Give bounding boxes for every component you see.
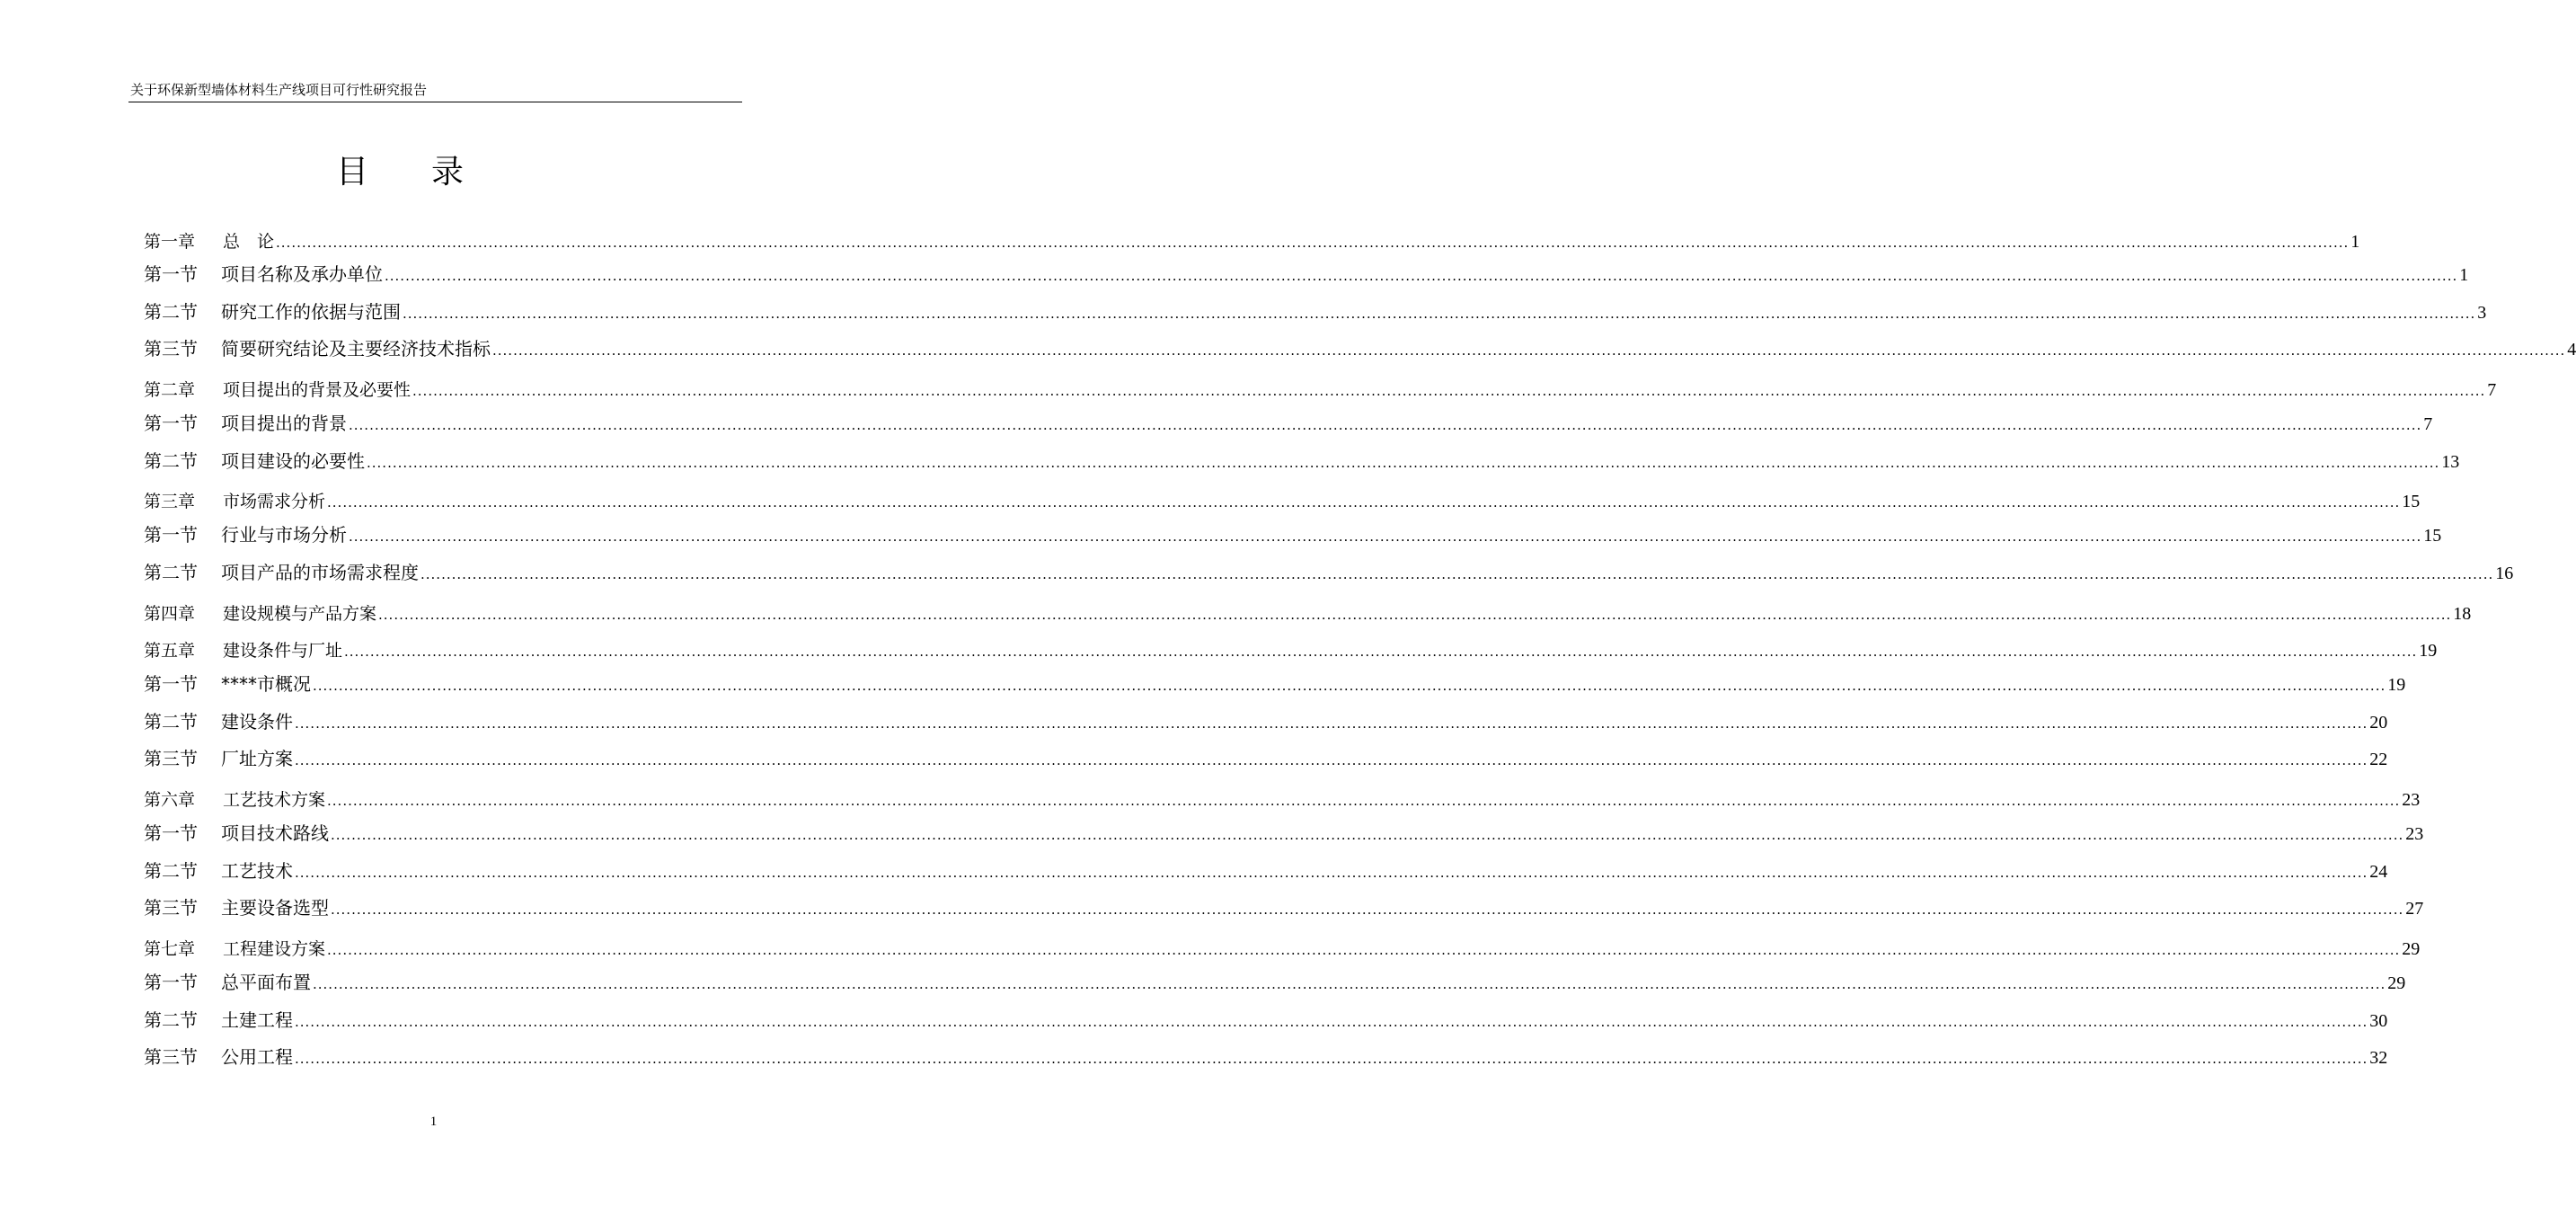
toc-dot-leader: ................................................................................................................................................................................................................................................................................................................................................................................................................: [344, 644, 2418, 660]
toc-entry-number: 第三节: [144, 1046, 198, 1068]
toc-entry-page: 7: [2487, 380, 2497, 400]
toc-entry-number: 第一节: [144, 972, 198, 993]
toc-entry-number: 第一节: [144, 524, 198, 546]
toc-entry-number: 第一节: [144, 822, 198, 844]
toc-entry-number: 第七章: [144, 939, 196, 959]
toc-entry-title: 研究工作的依据与范围: [221, 301, 401, 323]
toc-entry-title: 项目技术路线: [221, 822, 329, 844]
toc-entry-page: 19: [2387, 675, 2406, 695]
toc-title: 目录: [335, 154, 527, 191]
toc-entry-number: 第二章: [144, 380, 196, 400]
toc-entry-page: 32: [2369, 1048, 2388, 1068]
toc-entry-label: [144, 377, 411, 404]
toc-entry[interactable]: [144, 335, 2576, 362]
toc-entry[interactable]: [144, 820, 2424, 847]
toc-entry[interactable]: [144, 894, 2424, 921]
toc-entry-page: 13: [2441, 452, 2460, 472]
toc-dot-leader: ................................................................................................................................................................................................................................................................................................................................................................................................................: [295, 865, 2368, 881]
toc-entry-number: 第一节: [144, 263, 198, 285]
toc-entry-label: [144, 335, 491, 362]
toc-entry[interactable]: [144, 410, 2433, 437]
toc-entry-label: [144, 745, 293, 772]
toc-dot-leader: ................................................................................................................................................................................................................................................................................................................................................................................................................: [331, 827, 2404, 843]
toc-entry-title: ****市概况: [221, 673, 311, 695]
toc-entry-label: [144, 708, 293, 735]
toc-entry-label: [144, 786, 325, 813]
toc-entry-label: [144, 410, 347, 437]
toc-dot-leader: ................................................................................................................................................................................................................................................................................................................................................................................................................: [378, 607, 2452, 623]
toc-dot-leader: ................................................................................................................................................................................................................................................................................................................................................................................................................: [327, 494, 2401, 511]
toc-entry-page: 18: [2453, 604, 2472, 624]
toc-entry[interactable]: [144, 228, 2360, 255]
toc-entry-title: 厂址方案: [221, 748, 293, 769]
toc-entry-number: 第二节: [144, 711, 198, 733]
toc-entry-page: 1: [2459, 265, 2469, 285]
toc-entry-title: 项目产品的市场需求程度: [221, 562, 419, 583]
toc-entry-title: 项目建设的必要性: [221, 450, 365, 472]
toc-entry-page: 7: [2423, 414, 2433, 434]
toc-entry[interactable]: [144, 1007, 2388, 1034]
running-header: 关于环保新型墙体材料生产线项目可行性研究报告: [130, 82, 428, 98]
toc-entry-label: [144, 521, 347, 548]
toc-entry-number: 第三节: [144, 748, 198, 769]
toc-entry[interactable]: [144, 521, 2442, 548]
toc-entry-number: 第一节: [144, 673, 198, 695]
toc-dot-leader: ................................................................................................................................................................................................................................................................................................................................................................................................................: [403, 306, 2476, 322]
toc-entry-title: 工艺技术: [221, 860, 293, 882]
toc-entry-page: 30: [2369, 1011, 2388, 1031]
toc-entry[interactable]: [144, 857, 2388, 884]
toc-entry-number: 第三节: [144, 338, 198, 360]
toc-entry-number: 第三章: [144, 492, 196, 511]
toc-dot-leader: ................................................................................................................................................................................................................................................................................................................................................................................................................: [327, 793, 2401, 809]
toc-entry[interactable]: [144, 637, 2438, 664]
toc-entry[interactable]: [144, 377, 2497, 404]
toc-entry[interactable]: [144, 936, 2421, 963]
toc-entry-title: 项目名称及承办单位: [221, 263, 383, 285]
toc-dot-leader: ................................................................................................................................................................................................................................................................................................................................................................................................................: [349, 417, 2422, 433]
toc-entry-number: 第二节: [144, 301, 198, 323]
toc-entry-page: 22: [2369, 750, 2388, 769]
toc-entry-title: 公用工程: [221, 1046, 293, 1068]
toc-dot-leader: ................................................................................................................................................................................................................................................................................................................................................................................................................: [295, 1014, 2368, 1030]
toc-entry-title: 项目提出的背景: [221, 413, 347, 434]
toc-entry-label: [144, 488, 325, 515]
toc-entry[interactable]: [144, 786, 2421, 813]
toc-entry-number: 第四章: [144, 604, 196, 624]
toc-entry-page: 15: [2402, 492, 2421, 511]
toc-entry-page: 29: [2387, 973, 2406, 993]
toc-entry-page: 29: [2402, 939, 2421, 959]
toc-entry-title: 建设条件与厂址: [223, 641, 343, 661]
toc-entry-number: 第一节: [144, 413, 198, 434]
toc-entry-label: [144, 637, 342, 664]
toc-entry-page: 27: [2405, 899, 2424, 919]
toc-entry-label: [144, 1044, 293, 1070]
toc-entry-number: 第二节: [144, 1009, 198, 1031]
toc-entry[interactable]: [144, 559, 2514, 586]
toc-entry-label: [144, 228, 274, 255]
toc-entry-page: 24: [2369, 862, 2388, 882]
toc-entry[interactable]: [144, 298, 2487, 325]
toc-entry-page: 20: [2369, 713, 2388, 733]
toc-entry-page: 15: [2423, 526, 2442, 546]
toc-entry-title: 总平面布置: [221, 972, 311, 993]
toc-dot-leader: ................................................................................................................................................................................................................................................................................................................................................................................................................: [385, 268, 2458, 284]
toc-entry[interactable]: [144, 745, 2388, 772]
toc-entry[interactable]: [144, 969, 2406, 996]
toc-entry[interactable]: [144, 708, 2388, 735]
toc-entry-title: 总 论: [223, 232, 275, 252]
toc-entry-label: [144, 1007, 293, 1034]
toc-dot-leader: ................................................................................................................................................................................................................................................................................................................................................................................................................: [313, 678, 2386, 694]
toc-entry[interactable]: [144, 448, 2460, 475]
toc-entry-number: 第三节: [144, 897, 198, 919]
toc-dot-leader: ................................................................................................................................................................................................................................................................................................................................................................................................................: [349, 528, 2422, 545]
toc-entry-page: 16: [2495, 564, 2514, 583]
toc-dot-leader: ................................................................................................................................................................................................................................................................................................................................................................................................................: [295, 752, 2368, 768]
toc-entry-page: 23: [2405, 824, 2424, 844]
toc-dot-leader: ................................................................................................................................................................................................................................................................................................................................................................................................................: [327, 942, 2401, 958]
toc-entry-label: [144, 969, 311, 996]
toc-entry-page: 3: [2477, 303, 2487, 323]
toc-entry[interactable]: [144, 261, 2469, 288]
toc-dot-leader: ................................................................................................................................................................................................................................................................................................................................................................................................................: [313, 976, 2386, 992]
toc-entry[interactable]: [144, 671, 2406, 697]
toc-dot-leader: ................................................................................................................................................................................................................................................................................................................................................................................................................: [367, 455, 2440, 471]
toc-entry-page: 19: [2419, 641, 2438, 661]
toc-entry-title: 土建工程: [221, 1009, 293, 1031]
page-number: 1: [429, 1115, 438, 1129]
toc-entry[interactable]: [144, 600, 2472, 627]
toc-entry-label: [144, 894, 329, 921]
toc-entry-page: 4: [2567, 340, 2576, 360]
toc-dot-leader: ................................................................................................................................................................................................................................................................................................................................................................................................................: [295, 1051, 2368, 1067]
toc-entry-label: [144, 448, 365, 475]
toc-dot-leader: ................................................................................................................................................................................................................................................................................................................................................................................................................: [276, 235, 2350, 251]
toc-entry-title: 主要设备选型: [221, 897, 329, 919]
toc-entry-number: 第五章: [144, 641, 196, 661]
toc-entry-label: [144, 820, 329, 847]
toc-entry-label: [144, 857, 293, 884]
toc-dot-leader: ................................................................................................................................................................................................................................................................................................................................................................................................................: [420, 566, 2494, 582]
toc-entry-page: 1: [2350, 232, 2360, 252]
toc-entry-number: 第二节: [144, 450, 198, 472]
toc-entry-label: [144, 936, 325, 963]
toc-entry-label: [144, 600, 376, 627]
toc-entry-title: 建设条件: [221, 711, 293, 733]
toc-entry-label: [144, 559, 419, 586]
toc-entry-label: [144, 298, 401, 325]
toc-entry-title: 工程建设方案: [223, 939, 326, 959]
toc-entry-title: 市场需求分析: [223, 492, 326, 511]
toc-entry-title: 建设规模与产品方案: [223, 604, 377, 624]
toc-entry-title: 工艺技术方案: [223, 790, 326, 810]
toc-entry[interactable]: [144, 488, 2421, 515]
toc-entry-title: 行业与市场分析: [221, 524, 347, 546]
toc-entry-label: [144, 671, 311, 697]
toc-entry-label: [144, 261, 383, 288]
toc-dot-leader: ................................................................................................................................................................................................................................................................................................................................................................................................................: [331, 902, 2404, 918]
toc-entry-number: 第二节: [144, 562, 198, 583]
toc-entry-title: 简要研究结论及主要经济技术指标: [221, 338, 491, 360]
toc-dot-leader: ................................................................................................................................................................................................................................................................................................................................................................................................................: [492, 342, 2566, 359]
toc-dot-leader: ................................................................................................................................................................................................................................................................................................................................................................................................................: [412, 383, 2486, 399]
toc-entry-number: 第二节: [144, 860, 198, 882]
toc-entry-title: 项目提出的背景及必要性: [223, 380, 412, 400]
toc-entry-number: 第一章: [144, 232, 196, 252]
toc-dot-leader: ................................................................................................................................................................................................................................................................................................................................................................................................................: [295, 715, 2368, 732]
toc-entry-number: 第六章: [144, 790, 196, 810]
toc-entry[interactable]: [144, 1044, 2388, 1070]
toc-entry-page: 23: [2402, 790, 2421, 810]
